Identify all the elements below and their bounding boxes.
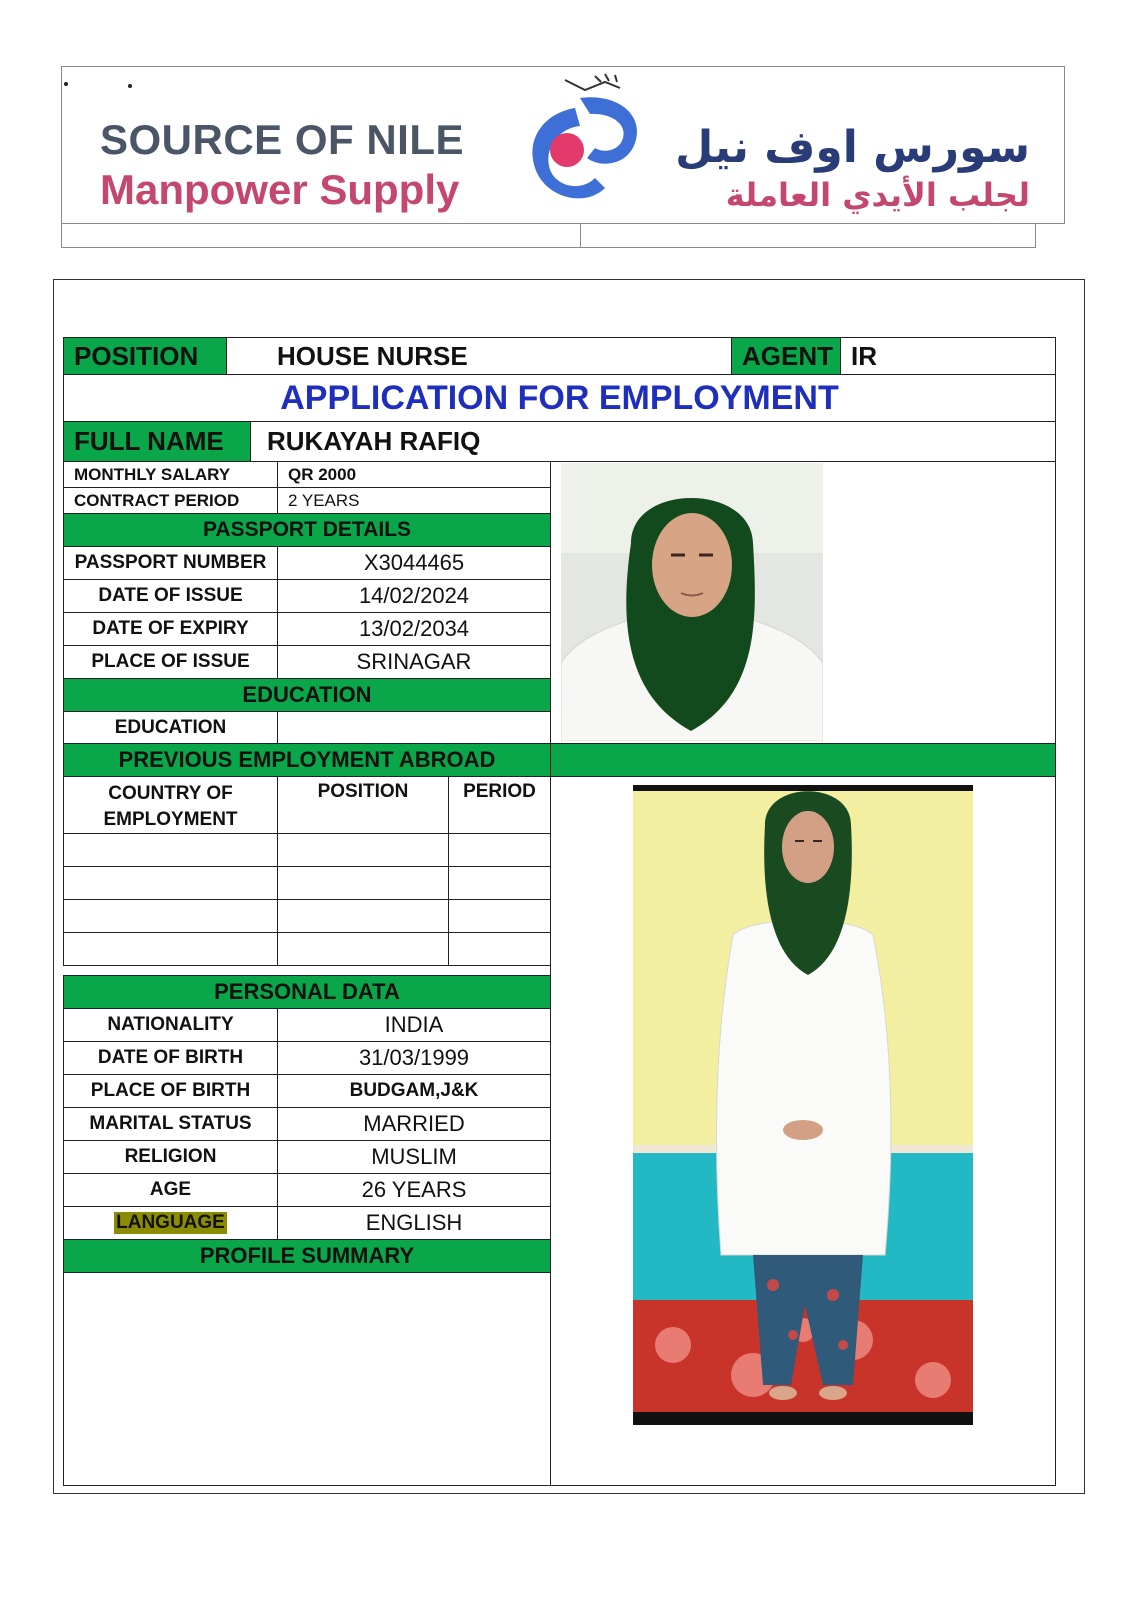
passport-number-label: PASSPORT NUMBER [63,546,278,580]
employment-cell [277,866,449,900]
education-label: EDUCATION [63,711,278,744]
personal-data-header: PERSONAL DATA [63,975,551,1009]
date-of-issue-label: DATE OF ISSUE [63,579,278,613]
speck [128,84,132,88]
date-of-issue-value: 14/02/2024 [277,579,551,613]
language-label-cell [63,1206,278,1240]
agent-value: IR [840,337,1056,375]
employment-cell [277,833,449,867]
date-of-birth-label: DATE OF BIRTH [63,1041,278,1075]
employment-cell [63,899,278,933]
nationality-value: INDIA [277,1008,551,1042]
date-of-birth-value: 31/03/1999 [277,1041,551,1075]
company-name-ar: سورس اوف نيل [675,122,1030,173]
contract-label: CONTRACT PERIOD [63,487,278,514]
date-of-expiry-label: DATE OF EXPIRY [63,612,278,646]
speck [64,82,68,86]
previous-employment-header-extension [550,743,1056,777]
nationality-label: NATIONALITY [63,1008,278,1042]
education-header: EDUCATION [63,678,551,712]
education-value [277,711,551,744]
full-name-label: FULL NAME [63,421,251,462]
marital-status-label: MARITAL STATUS [63,1107,278,1141]
date-of-expiry-value: 13/02/2034 [277,612,551,646]
place-of-birth-label: PLACE OF BIRTH [63,1074,278,1108]
company-tagline-en: Manpower Supply [100,166,460,213]
position-value: HOUSE NURSE [226,337,732,375]
company-name-en: SOURCE OF NILE [100,116,465,163]
language-value: ENGLISH [277,1206,551,1240]
religion-label: RELIGION [63,1140,278,1174]
previous-employment-header: PREVIOUS EMPLOYMENT ABROAD [63,743,551,777]
passport-header: PASSPORT DETAILS [63,513,551,547]
contract-value: 2 YEARS [277,487,551,514]
position-column-header: POSITION [277,776,449,834]
agent-label: AGENT [731,337,841,375]
marital-status-value: MARRIED [277,1107,551,1141]
employment-cell [63,833,278,867]
profile-summary-body [63,1272,551,1486]
employment-cell [277,899,449,933]
religion-value: MUSLIM [277,1140,551,1174]
employment-cell [63,866,278,900]
position-label: POSITION [63,337,227,375]
language-label: LANGUAGE [116,1212,225,1233]
portrait-photo [561,463,823,741]
full-name-value: RUKAYAH RAFIQ [250,421,1056,462]
employment-cell [448,833,551,867]
place-of-birth-value: BUDGAM,J&K [277,1074,551,1108]
full-length-photo [633,785,973,1425]
company-tagline-ar: لجلب الأيدي العاملة [725,176,1030,214]
employment-cell [448,866,551,900]
place-of-issue-value: SRINAGAR [277,645,551,679]
employment-cell [277,932,449,966]
employment-cell [63,932,278,966]
salary-label: MONTHLY SALARY [63,461,278,488]
period-column-header: PERIOD [448,776,551,834]
country-of-employment-header: COUNTRY OF EMPLOYMENT [63,776,278,834]
employment-cell [448,932,551,966]
age-value: 26 YEARS [277,1173,551,1207]
salary-value: QR 2000 [277,461,551,488]
form-title: APPLICATION FOR EMPLOYMENT [63,374,1056,422]
letterhead-sub-strip [61,224,1036,248]
employment-cell [448,899,551,933]
place-of-issue-label: PLACE OF ISSUE [63,645,278,679]
passport-number-value: X3044465 [277,546,551,580]
company-logo-icon [505,68,660,218]
profile-summary-header: PROFILE SUMMARY [63,1239,551,1273]
age-label: AGE [63,1173,278,1207]
